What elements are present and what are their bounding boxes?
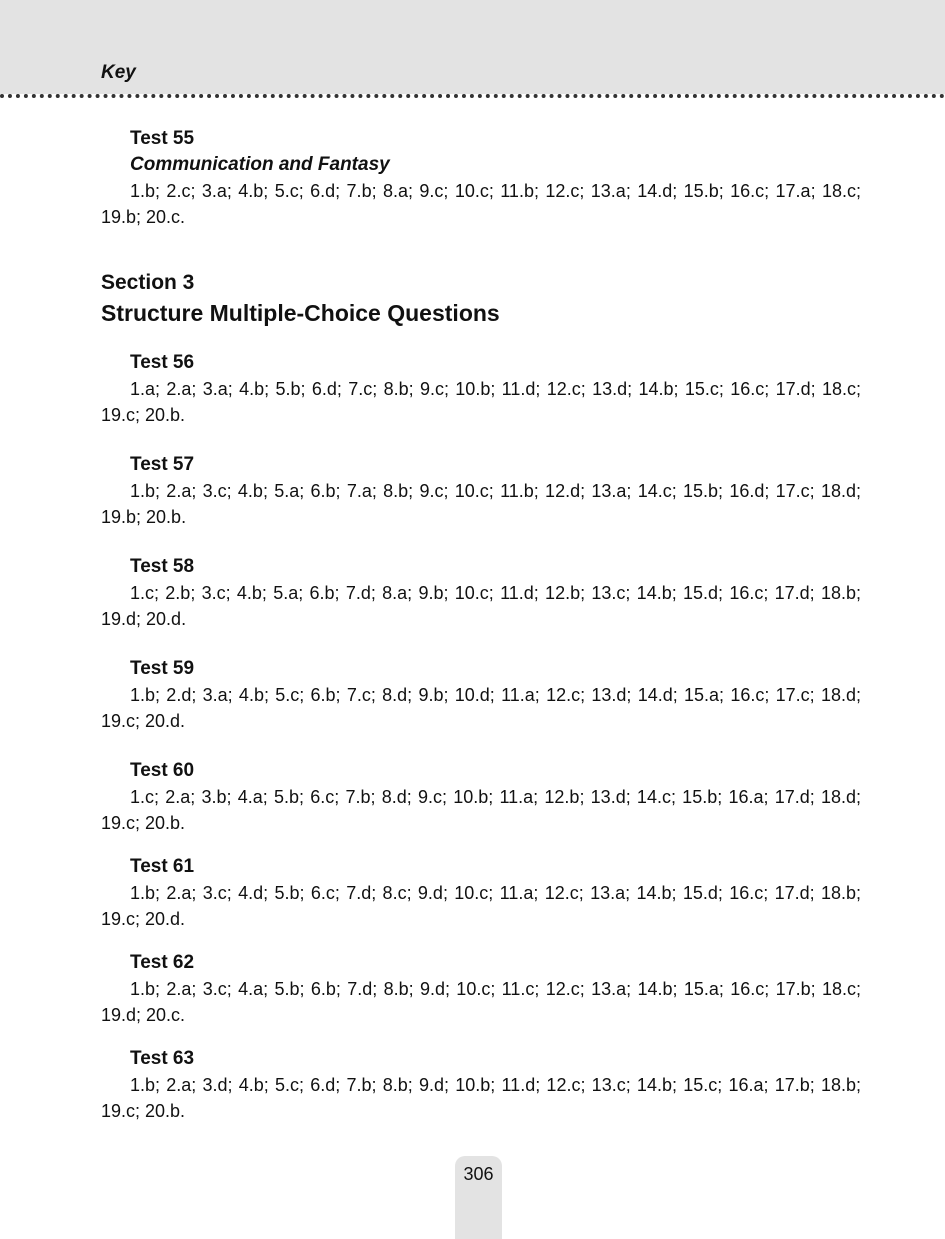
running-header: Key xyxy=(101,62,136,83)
answer-key-content xyxy=(101,126,861,1124)
section-heading xyxy=(101,268,861,328)
test-subtitle: Communication and Fantasy xyxy=(130,154,390,175)
test-answers: 1.c; 2.b; 3.c; 4.b; 5.a; 6.b; 7.d; 8.a; 9.b; 10.c; 11.d; 12.b; 13.c; 14.b; 15.d; 16.c; 17.d; 18.b; 19.d; 20.d. xyxy=(101,583,861,629)
test-answers: 1.b; 2.a; 3.c; 4.b; 5.a; 6.b; 7.a; 8.b; 9.c; 10.c; 11.b; 12.d; 13.a; 14.c; 15.b; 16.d; 17.c; 18.d; 19.b; 20.b. xyxy=(101,481,861,527)
test-block-62 xyxy=(101,950,861,1028)
test-answers: 1.b; 2.a; 3.c; 4.d; 5.b; 6.c; 7.d; 8.c; 9.d; 10.c; 11.a; 12.c; 13.a; 14.b; 15.d; 16.c; 17.d; 18.b; 19.c; 20.d. xyxy=(101,883,861,929)
test-answers: 1.a; 2.a; 3.a; 4.b; 5.b; 6.d; 7.c; 8.b; 9.c; 10.b; 11.d; 12.c; 13.d; 14.b; 15.c; 16.c; 17.d; 18.c; 19.c; 20.b. xyxy=(101,379,861,425)
test-answers: 1.b; 2.d; 3.a; 4.b; 5.c; 6.b; 7.c; 8.d; 9.b; 10.d; 11.a; 12.c; 13.d; 14.d; 15.a; 16.c; 17.c; 18.d; 19.c; 20.d. xyxy=(101,685,861,731)
test-title: Test 59 xyxy=(130,658,195,679)
test-answers: 1.b; 2.c; 3.a; 4.b; 5.c; 6.d; 7.b; 8.a; 9.c; 10.c; 11.b; 12.c; 13.a; 14.d; 15.b; 16.c; 17.a; 18.c; 19.b; 20.c. xyxy=(101,181,861,227)
test-block-60 xyxy=(101,758,861,836)
page-number: 306 xyxy=(463,1164,494,1184)
test-answers: 1.b; 2.a; 3.d; 4.b; 5.c; 6.d; 7.b; 8.b; 9.d; 10.b; 11.d; 12.c; 13.c; 14.b; 15.c; 16.a; 17.b; 18.b; 19.c; 20.b. xyxy=(101,1075,861,1121)
test-title: Test 57 xyxy=(130,454,195,475)
section-title: Structure Multiple-Choice Questions xyxy=(101,300,500,326)
test-block-58 xyxy=(101,554,861,632)
test-title: Test 58 xyxy=(130,556,195,577)
test-block-61 xyxy=(101,854,861,932)
test-block-57 xyxy=(101,452,861,530)
test-block-63 xyxy=(101,1046,861,1124)
test-block-55 xyxy=(101,126,861,230)
test-title: Test 55 xyxy=(130,128,195,149)
dotted-divider xyxy=(0,94,945,98)
test-block-56 xyxy=(101,350,861,428)
test-title: Test 60 xyxy=(130,760,195,781)
section-number: Section 3 xyxy=(101,271,195,294)
test-title: Test 61 xyxy=(130,856,195,877)
test-title: Test 63 xyxy=(130,1048,195,1069)
test-answers: 1.b; 2.a; 3.c; 4.a; 5.b; 6.b; 7.d; 8.b; 9.d; 10.c; 11.c; 12.c; 13.a; 14.b; 15.a; 16.c; 17.b; 18.c; 19.d; 20.c. xyxy=(101,979,861,1025)
test-title: Test 62 xyxy=(130,952,195,973)
header-band xyxy=(0,0,945,94)
test-title: Test 56 xyxy=(130,352,195,373)
test-answers: 1.c; 2.a; 3.b; 4.a; 5.b; 6.c; 7.b; 8.d; 9.c; 10.b; 11.a; 12.b; 13.d; 14.c; 15.b; 16.a; 17.d; 18.d; 19.c; 20.b. xyxy=(101,787,861,833)
test-block-59 xyxy=(101,656,861,734)
